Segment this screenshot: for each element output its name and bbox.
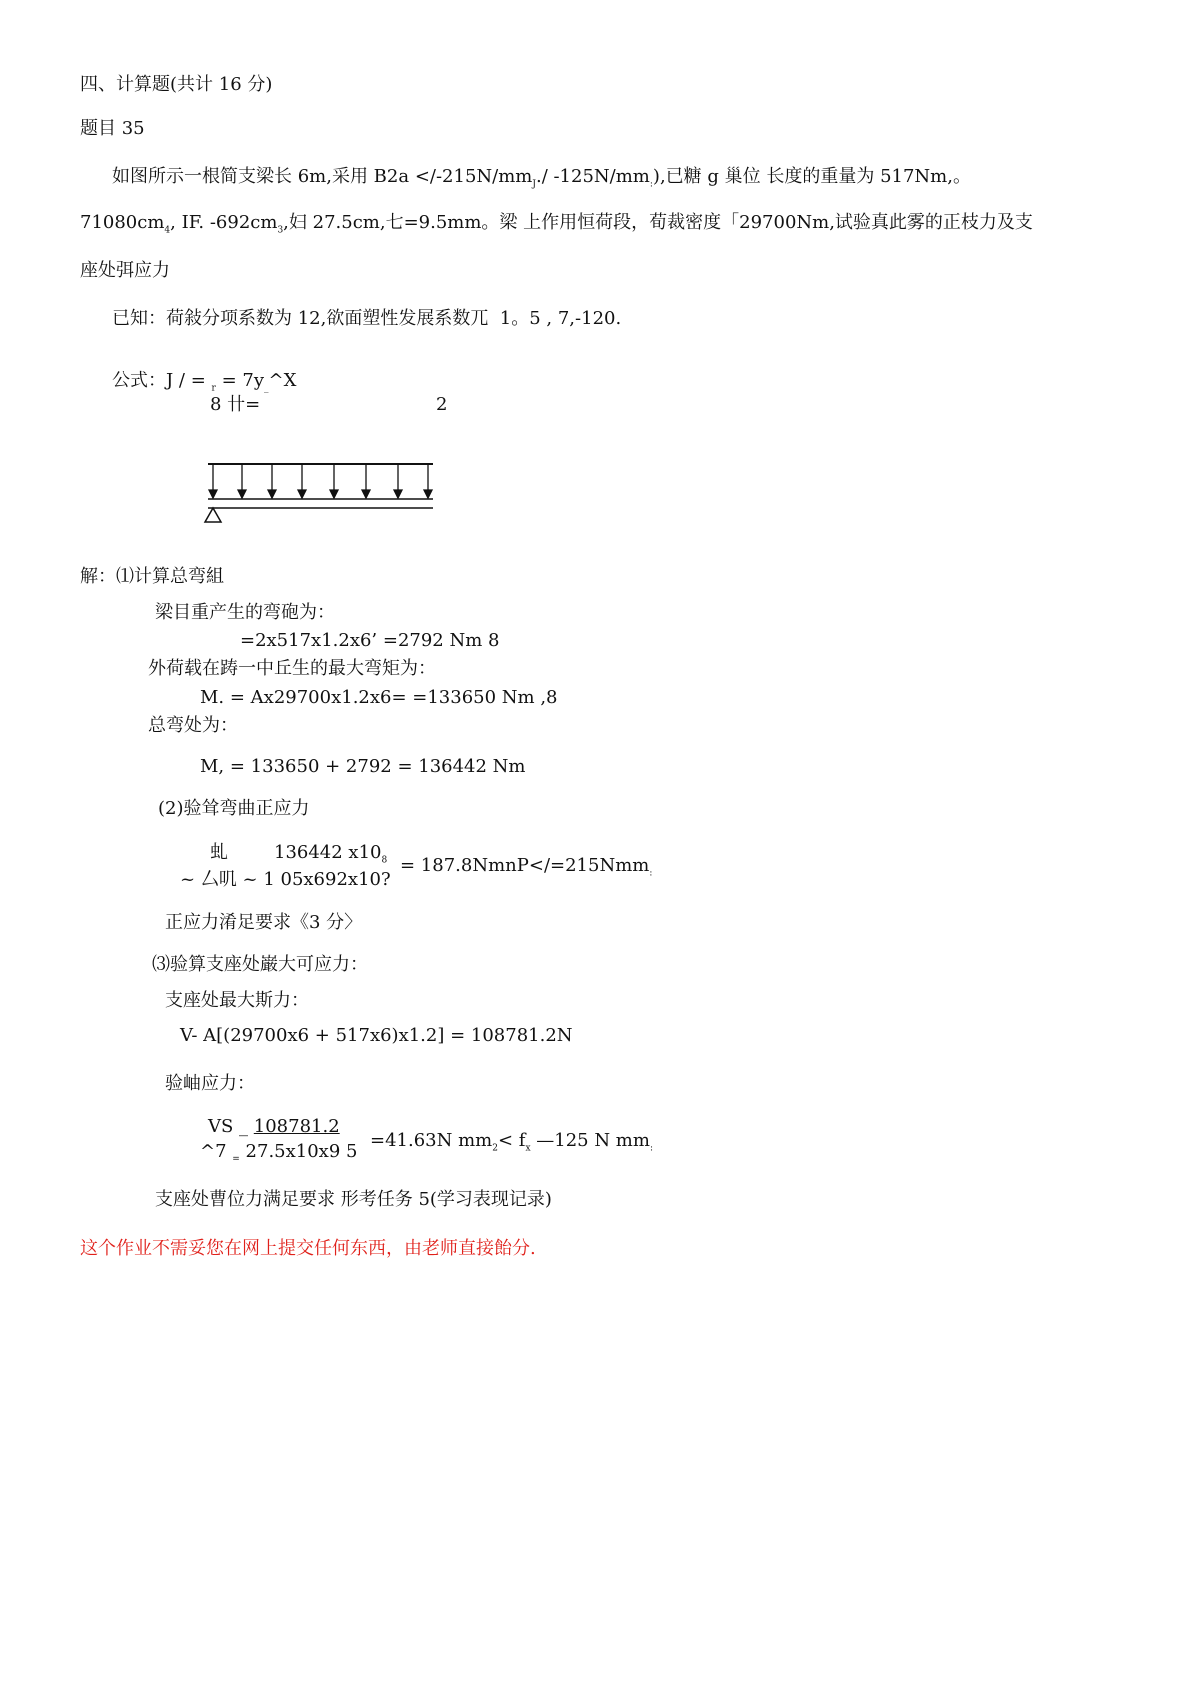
formula-line-2-right: 2	[436, 394, 448, 415]
solution-step-2: (2)验耸弯曲正应力	[158, 798, 310, 819]
question-number: 题目 35	[80, 118, 145, 139]
total-moment-label: 总弯处为：	[148, 715, 238, 736]
solution-step-1: 解：⑴计算总弯組	[80, 566, 224, 587]
shear-stress-result: =41.63N $mm_2< f_x$ —125 N $mm_:$	[370, 1130, 653, 1154]
known-conditions: 已知：荷敍分项系数为 12,欲面塑性发展系数兀 1。5 , 7,-120.	[112, 308, 622, 329]
shear-stress-label: 验岫应力：	[165, 1073, 255, 1094]
load-arrows	[209, 464, 432, 498]
stress-denominator: ~ 厶叽 ~ 1 05x692x10?	[180, 869, 391, 890]
problem-line-2: $71080cm_4$, IF. $-692cm_3$,妇 27.5cm,七=9.5mm。梁 上作用恒荷段，荀裁密度「29700Nm,试验真此雾的正枝力及支	[80, 212, 1033, 236]
formula-line-1: 公式：J / = $_r = 7y_{\_}\^{}X$	[112, 370, 297, 394]
external-load-equation: M. = Ax29700x1.2x6= =133650 Nm ,8	[200, 687, 558, 708]
formula-line-2-left: 8 卄=	[210, 394, 261, 415]
shear-fraction-bottom: ^7 $_=$ 27.5x10x9 5	[200, 1141, 358, 1165]
section-title: 四、计算题(共计 16 分)	[80, 74, 273, 95]
stress-check-ok: 正应力淆足要求《3 分〉	[165, 912, 363, 933]
self-weight-label: 梁目重产生的弯砲为：	[155, 602, 335, 623]
solution-step-3: ⑶验算支座处巌大可应力：	[152, 954, 368, 975]
problem-line-3: 座处弭应力	[80, 260, 170, 281]
shear-fraction-top: VS _ 108781.2	[208, 1116, 340, 1137]
stress-numerator: 136442 $x10_8$	[274, 842, 388, 866]
stress-top-left: 虬	[210, 842, 228, 863]
external-load-label: 外荷载在踌一中丘生的最大弯矩为：	[148, 658, 436, 679]
beam-diagram	[200, 458, 440, 526]
stress-result: = 187.8NmnP</=215Nmm$_:$	[400, 855, 653, 879]
pin-support	[205, 508, 221, 522]
shear-equation: V- A[(29700x6 + 517x6)x1.2] = 108781.2N	[180, 1025, 573, 1046]
self-weight-equation: =2x517x1.2x6’ =2792 Nm 8	[240, 630, 500, 651]
total-moment-equation: M, = 133650 + 2792 = 136442 Nm	[200, 756, 526, 777]
teacher-note: 这个作业不需妥您在网上提交任何东西，由老师直接飴分.	[80, 1238, 536, 1259]
problem-line-1: 如图所示一根简支梁长 6m,采用 $B2a </-215N/mm_J./$ $-125N/mm_:$),已糖 g 巢位 长度的重量为 517Nm,。	[112, 166, 971, 190]
shear-label: 支座处最大斯力：	[165, 990, 309, 1011]
shear-check-ok: 支座处曹位力满足要求 形考任务 5(学习表现记录)	[155, 1189, 552, 1210]
